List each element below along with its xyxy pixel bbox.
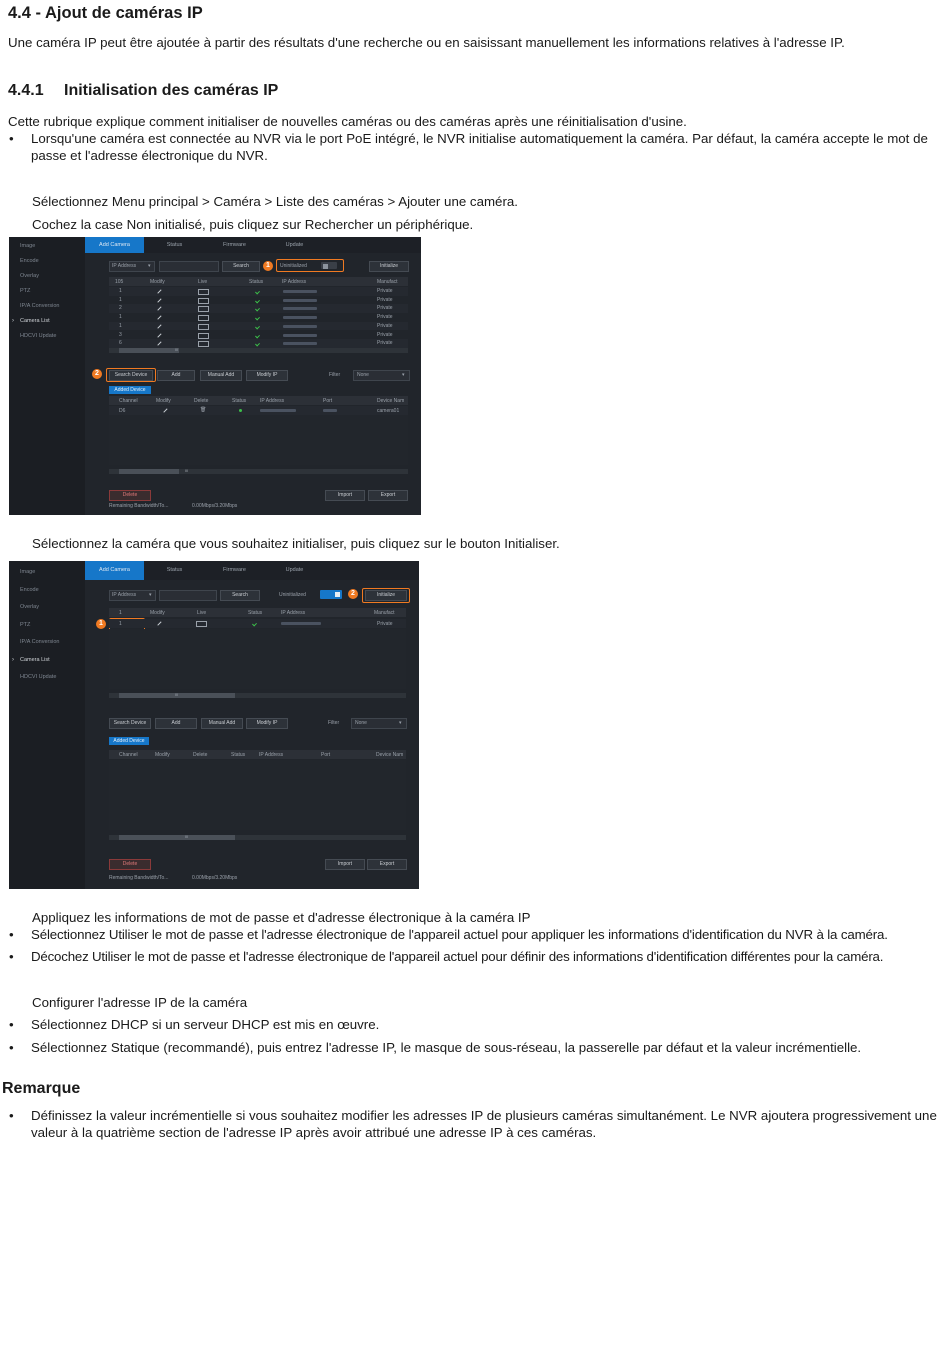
sidebar-item-image[interactable]: Image (20, 243, 36, 249)
sidebar-item-camera-list[interactable]: Camera List (20, 657, 50, 663)
edit-icon[interactable] (157, 298, 161, 302)
camera-table-row[interactable] (109, 313, 408, 322)
delete-button[interactable]: Delete (109, 859, 151, 870)
bullet-incremental (9, 1107, 950, 1141)
added-table-empty (109, 415, 408, 465)
bullet-dot: • (9, 927, 14, 942)
sidebar-item-conversion[interactable]: IP/A Conversion (20, 303, 60, 309)
tab-update[interactable]: Update (285, 567, 304, 573)
live-video-icon[interactable] (198, 341, 209, 347)
bullet-dot: • (9, 131, 14, 146)
sidebar-item-ptz[interactable]: PTZ (20, 288, 31, 294)
nvr-tabbar (85, 561, 419, 580)
bullet-uncheck-credentials (9, 948, 950, 965)
masked-ip (260, 409, 296, 412)
callout-badge-2: 2 (92, 369, 102, 379)
sidebar-item-conversion[interactable]: IP/A Conversion (20, 639, 60, 645)
search-device-button[interactable]: Search Device (109, 718, 151, 729)
subsection-number: 4.4.1 (8, 82, 44, 99)
export-button[interactable]: Export (368, 490, 408, 501)
manufacturer: Private (377, 305, 393, 312)
masked-port (323, 409, 337, 412)
edit-icon[interactable] (157, 342, 161, 346)
uninitialized-label: Uninitialized (280, 263, 307, 269)
bullet-text: Définissez la valeur incrémentielle si vous souhaitez modifier les adresses IP de plusieurs caméras simultanément. Le NVR ajoutera progressivement une valeur à la quatrième section de l'adresse IP après avoir attribué une adresse IP à ces caméras. (31, 1108, 937, 1140)
masked-ip (283, 334, 317, 337)
bullet-dot: • (9, 949, 14, 964)
section-heading: 4.4 - Ajout de caméras IP (8, 4, 203, 22)
export-button[interactable]: Export (367, 859, 407, 870)
initialize-button[interactable]: Initialize (365, 590, 407, 601)
status-check-icon (255, 291, 260, 295)
bullet-text: Sélectionnez Utiliser le mot de passe et l'adresse électronique de l'appareil actuel pour appliquer les informations d'identification du NVR à la caméra. (31, 927, 888, 942)
modify-ip-button[interactable]: Modify IP (246, 370, 288, 381)
sidebar-item-encode[interactable]: Encode (20, 258, 39, 264)
camera-table-empty (109, 629, 406, 689)
callout-badge-1: 1 (263, 261, 273, 271)
manufacturer: Private (377, 314, 393, 321)
para1: Cette rubrique explique comment initialiser de nouvelles caméras ou des caméras après une réinitialisation d'usine. (8, 114, 687, 129)
tab-update[interactable]: Update (285, 242, 304, 248)
callout-badge-2: 2 (348, 589, 358, 599)
import-button[interactable]: Import (325, 859, 365, 870)
edit-icon[interactable] (163, 408, 167, 412)
ip-address-select[interactable]: IP Address ▾ (109, 590, 156, 601)
nvr-screenshot-1 (9, 237, 421, 515)
edit-icon[interactable] (157, 324, 161, 328)
camera-table-row[interactable] (109, 331, 408, 340)
sidebar-item-image[interactable]: Image (20, 569, 36, 575)
status-check-icon (255, 343, 260, 347)
step1: Sélectionnez Menu principal > Caméra > Liste des caméras > Ajouter une caméra. (32, 194, 518, 209)
bullet-dot: • (9, 1040, 14, 1055)
manufacturer: Private (377, 288, 393, 294)
row-id: 1 (119, 314, 122, 321)
row-id: 1 (119, 296, 122, 303)
import-button[interactable]: Import (325, 490, 365, 501)
live-video-icon[interactable] (198, 324, 209, 330)
search-input[interactable] (159, 261, 219, 272)
status-check-icon (255, 326, 260, 330)
search-button[interactable]: Search (222, 261, 260, 272)
horizontal-scrollbar[interactable]: III (109, 348, 408, 353)
camera-table-header: 105 Modify Live Status IP Address Manufact (109, 277, 408, 286)
bullet-text: Sélectionnez Statique (recommandé), puis entrez l'adresse IP, le masque de sous-réseau, la passerelle par défaut et la valeur incrémentielle. (31, 1040, 862, 1055)
bullet-poe (9, 130, 950, 164)
bandwidth-label: Remaining Bandwidth/To... (109, 875, 169, 881)
manufacturer: Private (377, 340, 393, 347)
edit-icon[interactable] (157, 315, 161, 319)
edit-icon[interactable] (157, 307, 161, 311)
camera-table-row[interactable] (109, 287, 408, 296)
trash-icon[interactable]: 🗑 (200, 407, 207, 413)
manufacturer: Private (377, 296, 393, 303)
filter-label: Filter (328, 720, 340, 726)
camera-table-row[interactable] (109, 304, 408, 313)
added-table-row[interactable]: D6 🗑 camera01 (109, 406, 408, 415)
manual-add-button[interactable]: Manual Add (201, 718, 243, 729)
sidebar-item-encode[interactable]: Encode (20, 587, 39, 593)
masked-ip (283, 316, 317, 319)
live-video-icon[interactable] (198, 298, 209, 304)
horizontal-scrollbar[interactable]: III (109, 693, 406, 698)
chevron-down-icon: ▾ (399, 720, 402, 726)
add-button[interactable]: Add (155, 718, 197, 729)
bullet-text: Lorsqu'une caméra est connectée au NVR via le port PoE intégré, le NVR initialise automatiquement la caméra. Par défaut, la caméra accepte le mot de passe et l'adresse électronique du NVR. (31, 131, 928, 163)
online-status-icon (239, 409, 242, 412)
uninitialized-label: Uninitialized (279, 592, 306, 598)
sidebar-item-overlay[interactable]: Overlay (20, 604, 39, 610)
bullet-dhcp (9, 1016, 950, 1033)
intro-paragraph: Une caméra IP peut être ajoutée à partir des résultats d'une recherche ou en saisissant manuellement les informations relatives à l'adresse IP. (8, 35, 845, 50)
live-video-icon[interactable] (198, 306, 209, 312)
initialize-button[interactable]: Initialize (369, 261, 409, 272)
camera-table-row[interactable] (109, 322, 408, 331)
edit-icon[interactable] (157, 333, 161, 337)
nvr-sidebar (9, 237, 85, 515)
uninitialized-toggle[interactable] (321, 262, 337, 269)
bullet-static (9, 1039, 950, 1056)
camera-table-row[interactable]: 1 Private (109, 619, 406, 628)
row-id: 2 (119, 305, 122, 312)
chevron-right-icon: › (12, 318, 14, 324)
bullet-text: Décochez Utiliser le mot de passe et l'adresse électronique de l'appareil actuel pour définir des informations d'identification différentes pour la caméra. (31, 949, 884, 964)
camera-table-row[interactable] (109, 339, 408, 348)
uninitialized-toggle[interactable] (320, 590, 342, 599)
delete-button[interactable]: Delete (109, 490, 151, 501)
status-check-icon (252, 623, 257, 627)
subsection-title: Initialisation des caméras IP (64, 82, 279, 99)
live-video-icon[interactable] (198, 315, 209, 321)
sidebar-item-hdcvi-update[interactable]: HDCVI Update (20, 333, 57, 339)
filter-select[interactable]: None ▾ (351, 718, 407, 729)
status-check-icon (255, 317, 260, 321)
status-check-icon (255, 308, 260, 312)
row-id: 1 (119, 288, 122, 294)
camera-table-header: 1 Modify Live Status IP Address Manufact (109, 608, 406, 617)
bullet-use-credentials (9, 926, 950, 943)
sidebar-item-camera-list[interactable]: Camera List (20, 318, 50, 324)
row-id: 3 (119, 331, 122, 338)
masked-ip (281, 622, 321, 625)
added-table-header: Channel Modify Delete Status IP Address Port Device Nam (109, 750, 406, 759)
filter-label: Filter (329, 372, 341, 378)
masked-ip (283, 342, 317, 345)
manual-add-button[interactable]: Manual Add (200, 370, 242, 381)
nvr-tabbar (85, 237, 421, 253)
live-video-icon[interactable] (196, 621, 207, 627)
tab-status[interactable]: Status (166, 567, 183, 573)
status-check-icon (255, 300, 260, 304)
chevron-down-icon: ▾ (402, 372, 405, 378)
search-device-button[interactable]: Search Device (109, 370, 153, 381)
tab-add-camera[interactable]: Add Camera (85, 561, 144, 580)
added-device-tab[interactable]: Added Device (109, 386, 151, 394)
status-check-icon (255, 335, 260, 339)
masked-ip (283, 325, 317, 328)
live-video-icon[interactable] (198, 289, 209, 295)
tab-firmware[interactable]: Firmware (223, 567, 246, 573)
callout-badge-1: 1 (96, 619, 106, 629)
added-table-header: Channel Modify Delete Status IP Address Port Device Nam (109, 396, 408, 405)
subsection-heading (8, 82, 278, 100)
masked-ip (283, 307, 317, 310)
step4: Appliquez les informations de mot de passe et d'adresse électronique à la caméra IP (32, 910, 531, 925)
nvr-screenshot-2 (9, 561, 419, 889)
modify-ip-button[interactable]: Modify IP (246, 718, 288, 729)
filter-select[interactable]: None ▾ (353, 370, 410, 381)
sidebar-item-hdcvi-update[interactable]: HDCVI Update (20, 674, 57, 680)
added-device-tab[interactable]: Added Device (109, 737, 149, 745)
chevron-down-icon: ▾ (149, 592, 152, 598)
row-id: 1 (119, 322, 122, 329)
tab-status[interactable]: Status (166, 242, 183, 248)
bandwidth-label: Remaining Bandwidth/To... (109, 503, 169, 509)
manufacturer: Private (377, 331, 393, 338)
masked-ip (283, 299, 317, 302)
camera-table-row[interactable] (109, 296, 408, 305)
step2: Cochez la case Non initialisé, puis cliquez sur Rechercher un périphérique. (32, 217, 474, 232)
horizontal-scrollbar[interactable]: III (109, 469, 408, 474)
bullet-dot: • (9, 1108, 14, 1123)
search-input[interactable] (159, 590, 217, 601)
masked-ip (283, 290, 317, 293)
step3: Sélectionnez la caméra que vous souhaitez initialiser, puis cliquez sur le bouton Initialiser. (32, 536, 560, 551)
search-button[interactable]: Search (220, 590, 260, 601)
bandwidth-value: 0.00Mbps/3.20Mbps (192, 875, 238, 881)
chevron-down-icon: ▾ (148, 263, 151, 269)
sidebar-item-overlay[interactable]: Overlay (20, 273, 39, 279)
sidebar-item-ptz[interactable]: PTZ (20, 622, 31, 628)
bandwidth-value: 0.00Mbps/3.20Mbps (192, 503, 238, 509)
manufacturer: Private (377, 322, 393, 329)
added-table-empty (109, 760, 406, 830)
step5: Configurer l'adresse IP de la caméra (32, 995, 248, 1010)
bullet-dot: • (9, 1017, 14, 1032)
tab-firmware[interactable]: Firmware (223, 242, 246, 248)
remark-heading: Remarque (2, 1080, 81, 1097)
add-button[interactable]: Add (157, 370, 195, 381)
bullet-text: Sélectionnez DHCP si un serveur DHCP est mis en œuvre. (31, 1017, 380, 1032)
live-video-icon[interactable] (198, 333, 209, 339)
edit-icon[interactable] (157, 289, 161, 293)
horizontal-scrollbar[interactable]: III (109, 835, 406, 840)
tab-add-camera[interactable]: Add Camera (85, 237, 144, 253)
row-id: 6 (119, 340, 122, 347)
nvr-sidebar (9, 561, 85, 889)
ip-address-select[interactable]: IP Address ▾ (109, 261, 155, 272)
edit-icon[interactable] (157, 621, 161, 625)
chevron-right-icon: › (12, 657, 14, 663)
